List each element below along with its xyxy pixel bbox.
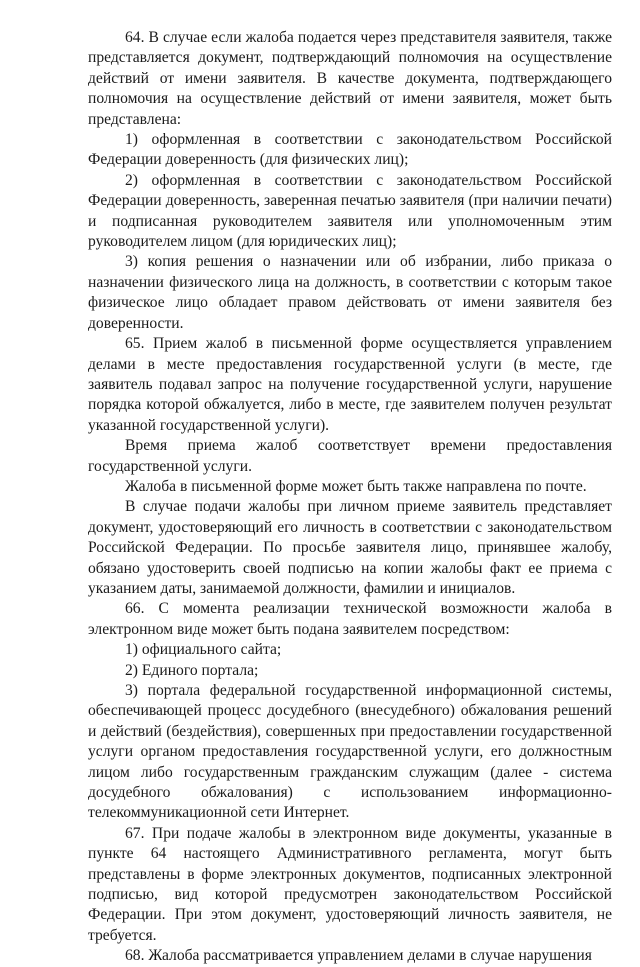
paragraph-64-item-2: 2) оформленная в соответствии с законодательством Российской Федерации доверенность, заверенная печатью заявителя (при наличии печати) и подписанная руководителем заявителя или уполномоченным этим руководителем лицом (для юридических лиц); xyxy=(88,171,612,251)
paragraph-66-item-3: 3) портала федеральной государственной информационной системы, обеспечивающей процесс досудебного (внесудебного) обжалования решений и действий (бездействия), совершенных при предоставлении государственной услуги органом предоставления государственной услуги, его должностным лицом либо государственным гражданским служащим (далее - система досудебного обжалования) с использованием информационно-телекоммуникационной сети Интернет. xyxy=(88,682,612,822)
paragraph-64-item-1: 1) оформленная в соответствии с законодательством Российской Федерации доверенность (для физических лиц); xyxy=(88,131,612,169)
paragraph-64: 64. В случае если жалоба подается через представителя заявителя, также представляется документ, подтверждающий полномочия на осуществление действий от имени заявителя. В качестве документа, подтверждающего полномочия на осуществление действий от имени заявителя, может быть представлена: xyxy=(88,29,612,128)
paragraph-66-item-1: 1) официального сайта; xyxy=(125,641,282,659)
paragraph-65-mail: Жалоба в письменной форме может быть также направлена по почте. xyxy=(125,477,587,495)
paragraph-68: 68. Жалоба рассматривается управлением делами в случае нарушения xyxy=(125,947,592,965)
document-page xyxy=(88,28,612,967)
paragraph-65-time: Время приема жалоб соответствует времени предоставления государственной услуги. xyxy=(88,437,612,475)
paragraph-66-item-2: 2) Единого портала; xyxy=(125,661,259,679)
paragraph-64-item-3: 3) копия решения о назначении или об избрании, либо приказа о назначении физического лица на должность, в соответствии с которым такое физическое лицо обладает правом действовать от имени заявителя без доверенности. xyxy=(88,253,612,332)
paragraph-65: 65. Прием жалоб в письменной форме осуществляется управлением делами в месте предоставления государственной услуги (в месте, где заявитель подавал запрос на получение государственной услуги, нарушение порядка которой обжалуется, либо в месте, где заявителем получен результат указанной государственной услуги). xyxy=(88,335,612,434)
paragraph-65-personal: В случае подачи жалобы при личном приеме заявитель представляет документ, удостоверяющий его личность в соответствии с законодательством Российской Федерации. По просьбе заявителя лицо, принявшее жалобу, обязано удостоверить своей подписью на копии жалобы факт ее приема с указанием даты, занимаемой должности, фамилии и инициалов. xyxy=(88,498,612,597)
paragraph-66: 66. С момента реализации технической возможности жалоба в электронном виде может быть подана заявителем посредством: xyxy=(88,600,612,638)
paragraph-67: 67. При подаче жалобы в электронном виде документы, указанные в пункте 64 настоящего Административного регламента, могут быть представлены в форме электронных документов, подписанных электронной подписью, вид которой предусмотрен законодательством Российской Федерации. При этом документ, удостоверяющий личность заявителя, не требуется. xyxy=(88,824,612,944)
